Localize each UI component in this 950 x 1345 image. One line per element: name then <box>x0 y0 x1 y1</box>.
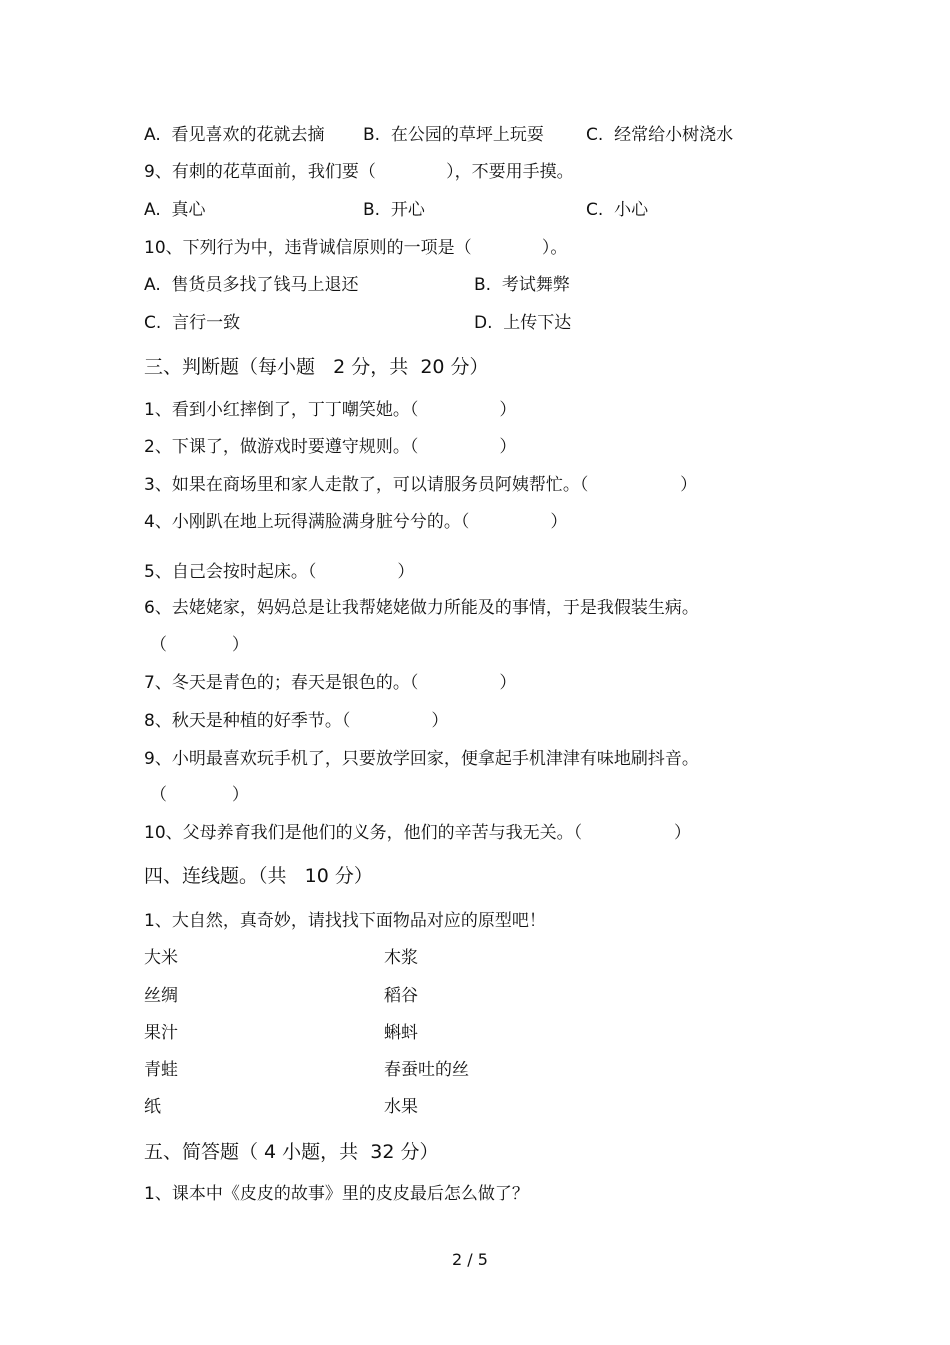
match-left-item: 大米 <box>144 948 178 968</box>
judge-item: 6、去姥姥家，妈妈总是让我帮姥姥做力所能及的事情，于是我假装生病。 <box>144 598 699 618</box>
option-c: C. 经常给小树浇水 <box>586 125 734 145</box>
match-right-item: 稻谷 <box>384 986 418 1006</box>
match-left-item: 青蛙 <box>144 1060 178 1080</box>
answer-blank: （ ） <box>150 635 249 655</box>
option-a: A. 售货员多找了钱马上退还 <box>144 275 359 295</box>
option-a: A. 看见喜欢的花就去摘 <box>144 125 325 145</box>
judge-item: 7、冬天是青色的；春天是银色的。（ ） <box>144 673 517 693</box>
section-title: 四、连线题。（共 10 分） <box>144 865 373 887</box>
match-left-item: 纸 <box>144 1097 161 1117</box>
match-left-item: 丝绸 <box>144 986 178 1006</box>
page-number: 2 / 5 <box>452 1250 488 1269</box>
option-c: C. 小心 <box>586 200 649 220</box>
match-right-item: 水果 <box>384 1097 418 1117</box>
judge-item: 9、小明最喜欢玩手机了，只要放学回家，便拿起手机津津有味地刷抖音。 <box>144 749 699 769</box>
judge-item: 8、秋天是种植的好季节。（ ） <box>144 711 449 731</box>
question-stem: 1、大自然，真奇妙，请找找下面物品对应的原型吧！ <box>144 911 546 931</box>
question-stem: 1、课本中《皮皮的故事》里的皮皮最后怎么做了？ <box>144 1184 529 1204</box>
option-c: C. 言行一致 <box>144 313 241 333</box>
match-right-item: 木浆 <box>384 948 418 968</box>
option-b: B. 在公园的草坪上玩耍 <box>363 125 544 145</box>
judge-item: 5、自己会按时起床。（ ） <box>144 562 415 582</box>
option-b: B. 开心 <box>363 200 425 220</box>
judge-item: 3、如果在商场里和家人走散了，可以请服务员阿姨帮忙。（ ） <box>144 475 698 495</box>
match-left-item: 果汁 <box>144 1023 178 1043</box>
option-d: D. 上传下达 <box>474 313 572 333</box>
judge-item: 10、父母养育我们是他们的义务，他们的辛苦与我无关。（ ） <box>144 823 691 843</box>
option-b: B. 考试舞弊 <box>474 275 570 295</box>
option-a: A. 真心 <box>144 200 206 220</box>
judge-item: 2、下课了，做游戏时要遵守规则。（ ） <box>144 437 517 457</box>
judge-item: 4、小刚趴在地上玩得满脸满身脏兮兮的。（ ） <box>144 512 568 532</box>
section-title: 五、简答题（ 4 小题，共 32 分） <box>144 1141 439 1163</box>
match-right-item: 春蚕吐的丝 <box>384 1060 469 1080</box>
answer-blank: （ ） <box>150 785 249 805</box>
question-stem: 9、有刺的花草面前，我们要（ ），不要用手摸。 <box>144 162 574 182</box>
judge-item: 1、看到小红摔倒了，丁丁嘲笑她。（ ） <box>144 400 517 420</box>
section-title: 三、判断题（每小题 2 分，共 20 分） <box>144 356 489 378</box>
question-stem: 10、下列行为中，违背诚信原则的一项是（ ）。 <box>144 238 568 258</box>
match-right-item: 蝌蚪 <box>384 1023 418 1043</box>
